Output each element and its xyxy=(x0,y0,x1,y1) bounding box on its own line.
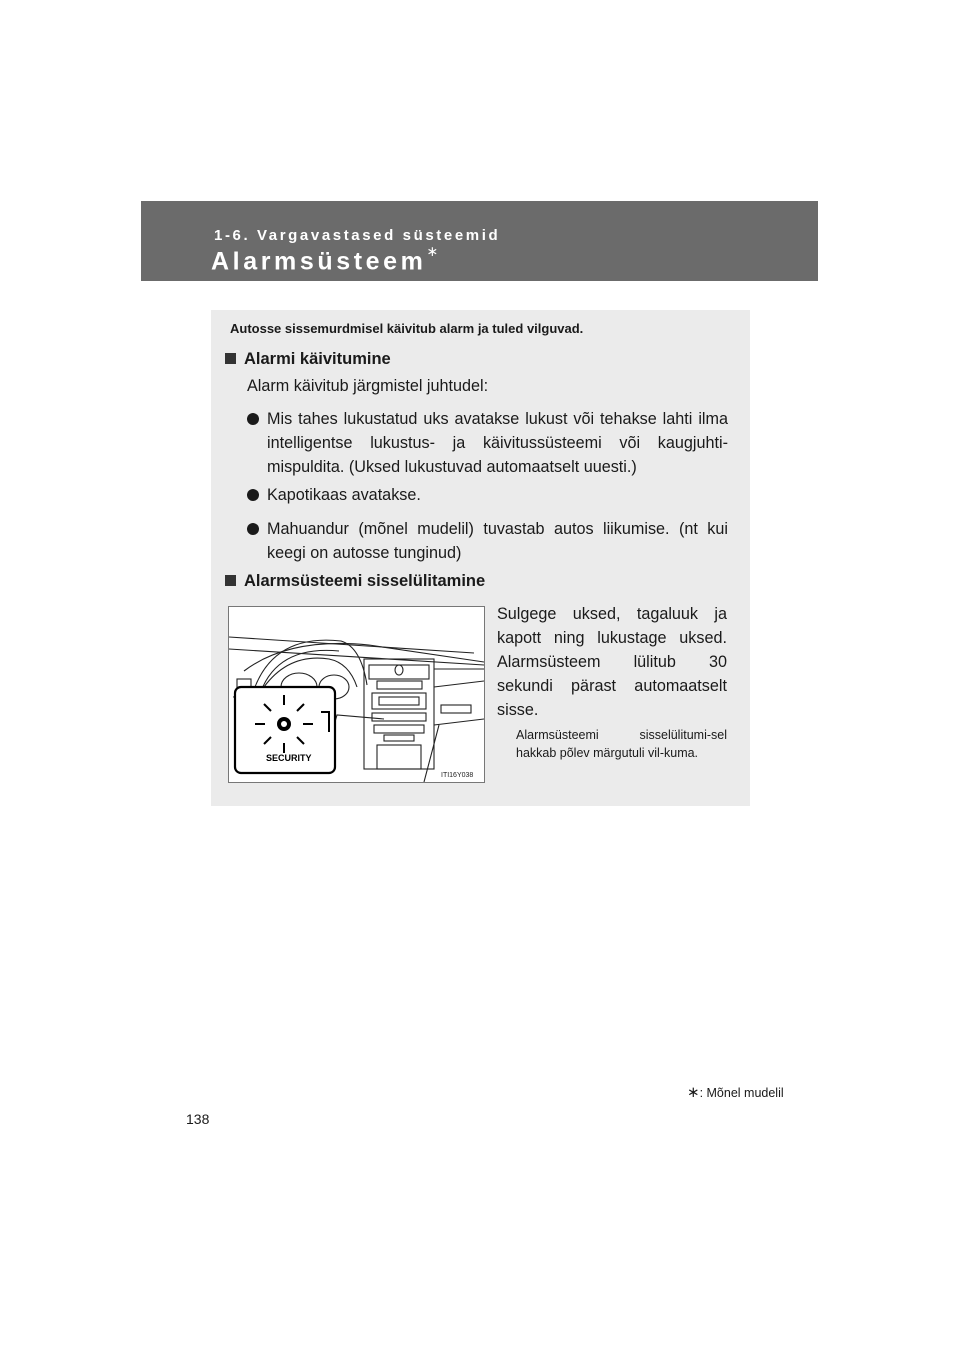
list-item xyxy=(247,407,728,479)
bullet-icon xyxy=(247,489,259,501)
section-label: 1-6. Vargavastased süsteemid xyxy=(214,227,501,244)
section-heading-alarm-trigger xyxy=(225,350,391,369)
section-heading-label: Alarmi käivitumine xyxy=(244,350,391,368)
section-heading-alarm-activation xyxy=(225,572,485,591)
figure-code: ITI16Y038 xyxy=(441,772,474,779)
intro-text: Autosse sissemurdmisel käivitub alarm ja tuled vilguvad. xyxy=(230,321,584,336)
square-bullet-icon xyxy=(225,575,236,586)
dashboard-illustration xyxy=(228,606,485,783)
list-item-text: Mis tahes lukustatud uks avatakse lukust või tehakse lahti ilma intelligentse lukustus- ja käivitussüsteemi või kaugjuhti-mispuldita. (Uksed lukustuvad automaatselt uuesti.) xyxy=(267,410,728,476)
square-bullet-icon xyxy=(225,353,236,364)
footnote-text: : Mõnel mudelil xyxy=(699,1086,784,1100)
list-item-text: Mahuandur (mõnel mudelil) tuvastab autos liikumise. (nt kui keegi on autosse tunginud) xyxy=(267,520,728,562)
content-box xyxy=(211,310,750,806)
activation-note: Alarmsüsteemi sisselülitumi-sel hakkab põlev märgutuli vil-kuma. xyxy=(516,728,727,760)
bullet-icon xyxy=(247,413,259,425)
page-title xyxy=(211,243,439,276)
page-title-text: Alarmsüsteem xyxy=(211,247,427,276)
footnote xyxy=(687,1083,784,1101)
list-item xyxy=(247,517,728,565)
list-item xyxy=(247,483,728,507)
security-indicator-label: SECURITY xyxy=(266,753,312,763)
section-heading-label: Alarmsüsteemi sisselülitamine xyxy=(244,572,486,590)
footnote-asterisk: ∗ xyxy=(687,1084,700,1101)
title-asterisk: ∗ xyxy=(426,243,439,259)
bullet-icon xyxy=(247,523,259,535)
section-lead: Alarm käivitub järgmistel juhtudel: xyxy=(247,377,489,395)
activation-instructions: Sulgege uksed, tagaluuk ja kapott ning lukustage uksed. Alarmsüsteem lülitub 30 sekundi pärast automaatselt sisse. xyxy=(497,605,727,719)
dashboard-drawing xyxy=(229,607,484,782)
list-item-text: Kapotikaas avatakse. xyxy=(267,486,421,504)
page-number: 138 xyxy=(186,1111,210,1127)
header-band xyxy=(141,201,818,281)
